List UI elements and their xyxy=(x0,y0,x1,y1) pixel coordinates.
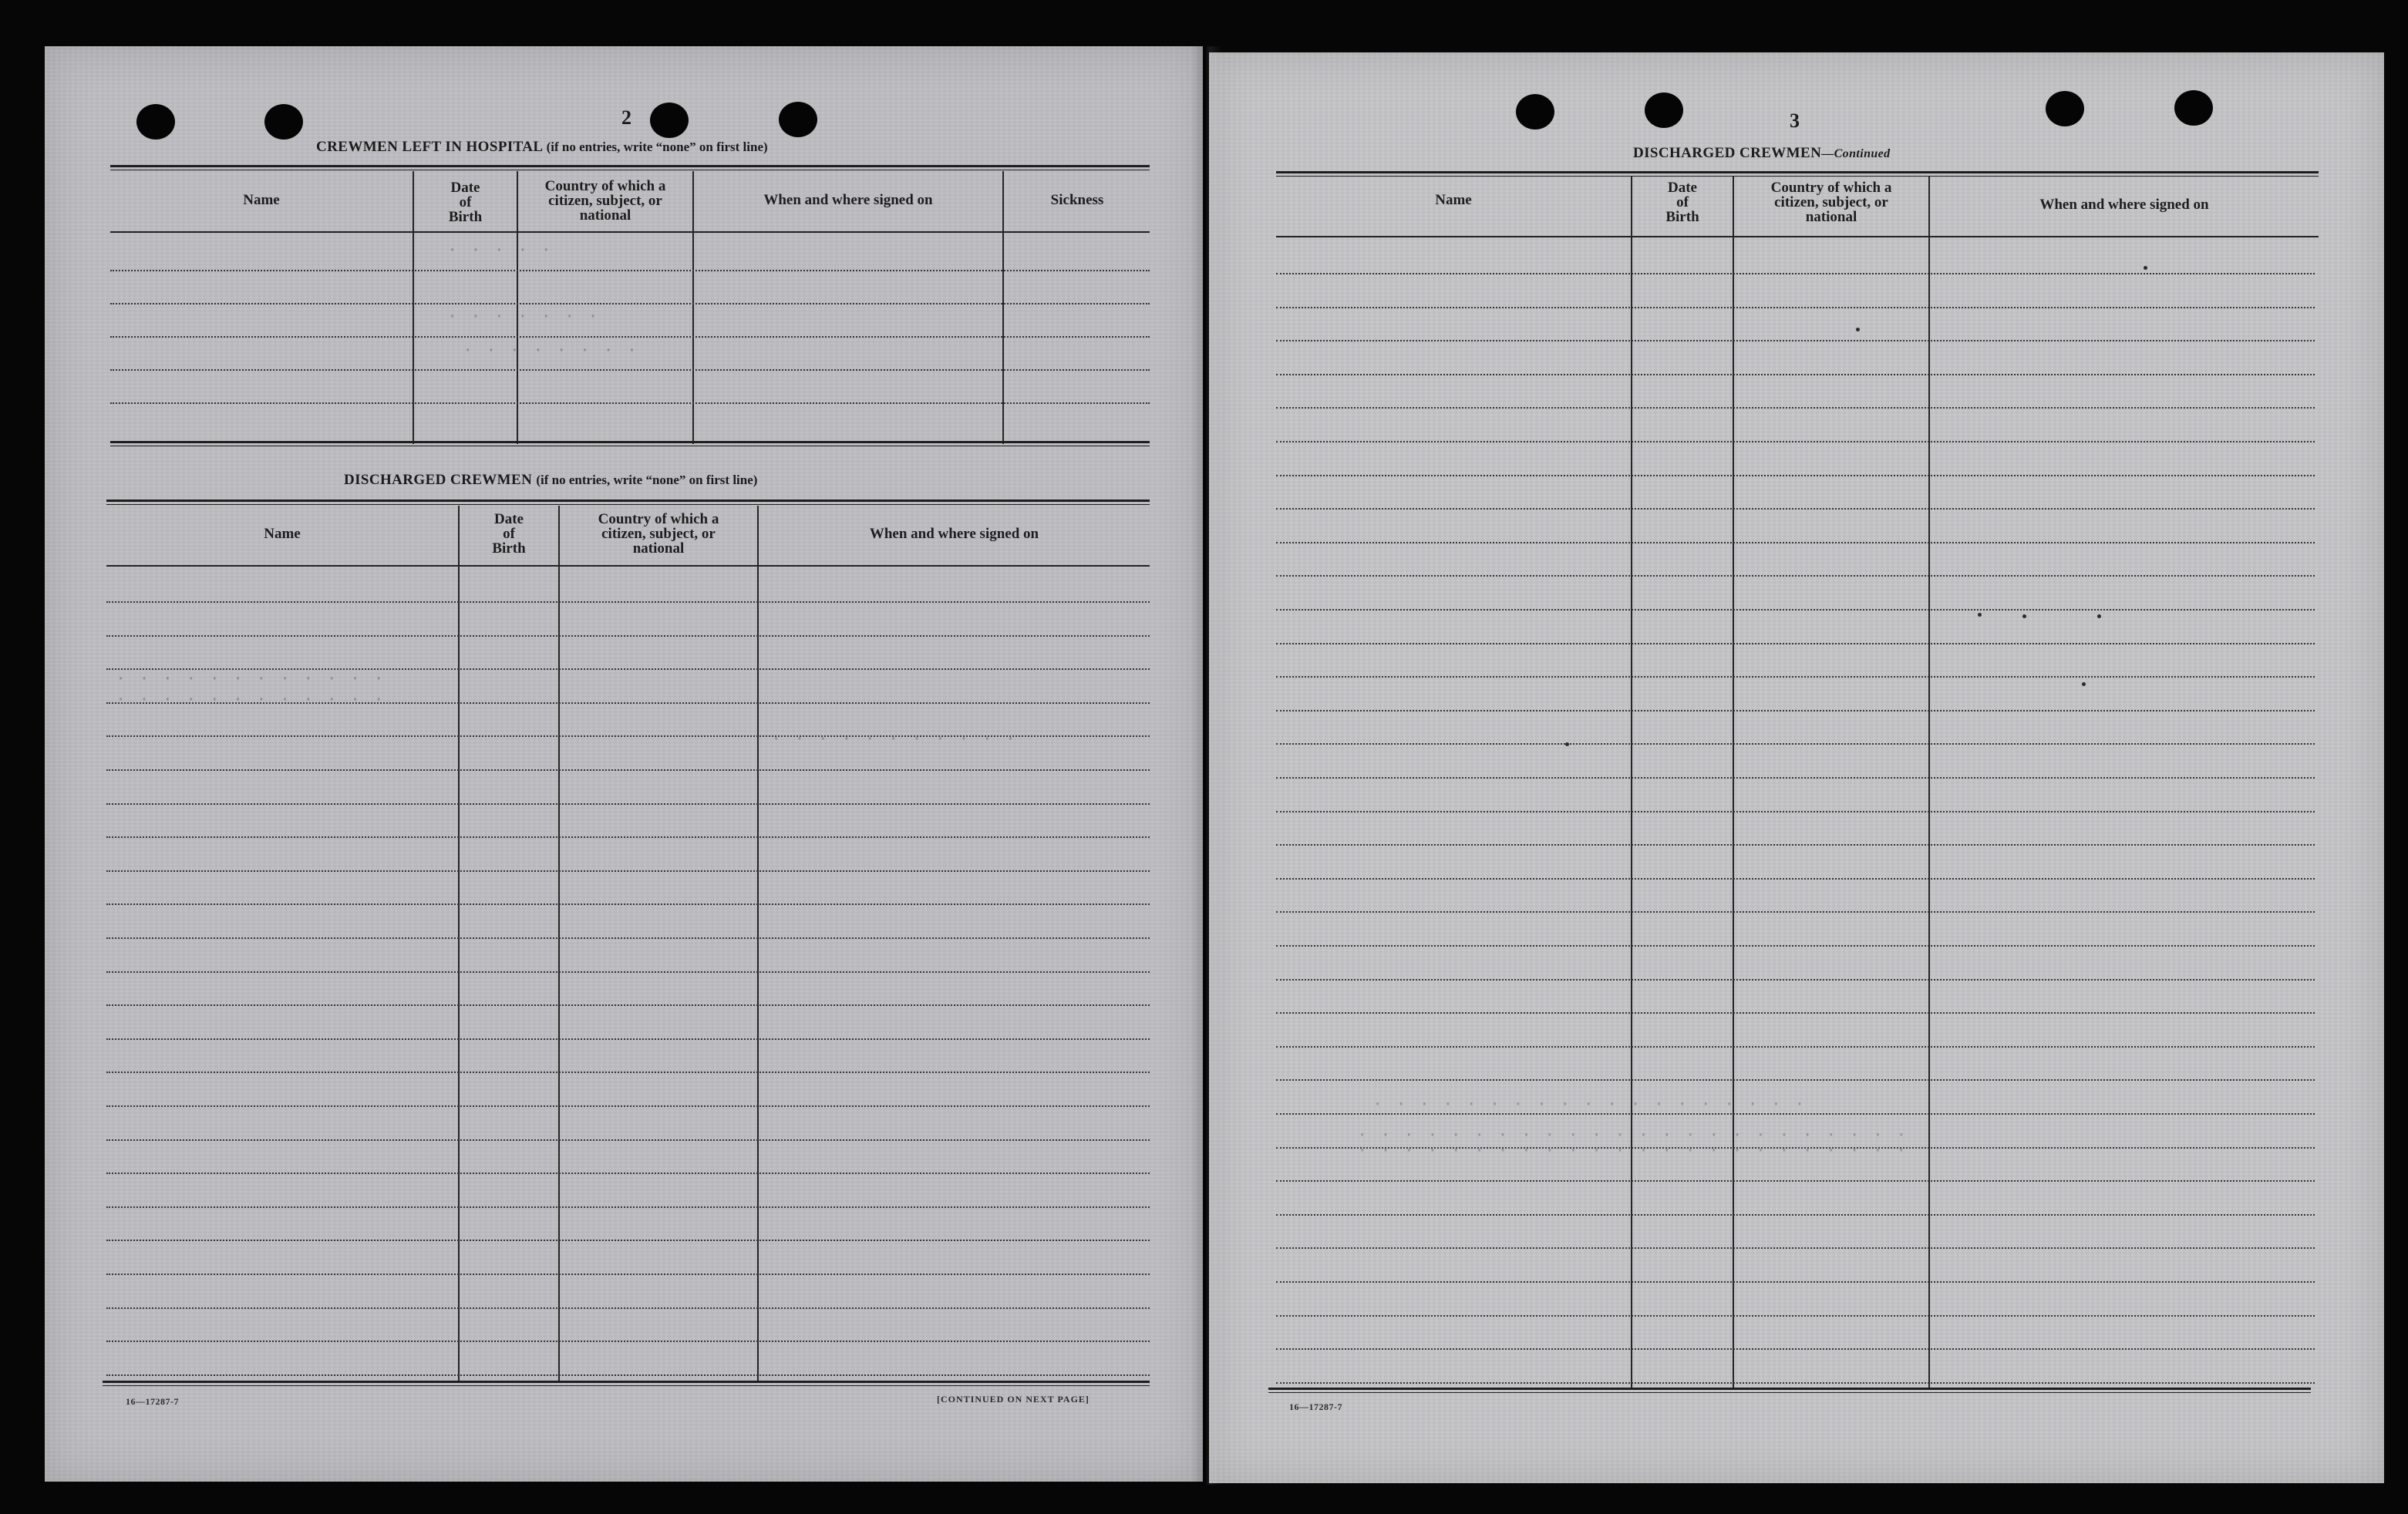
entry-line xyxy=(106,937,1150,939)
entry-line xyxy=(1276,575,2315,577)
entry-line xyxy=(1276,1382,2315,1384)
continued-divider xyxy=(1928,176,1930,1389)
entry-line xyxy=(1276,1046,2315,1048)
entry-line xyxy=(1276,340,2315,341)
punch-hole xyxy=(2046,91,2084,126)
entry-line xyxy=(1276,441,2315,442)
discharged-continued-title: DISCHARGED CREWMEN xyxy=(1633,145,1822,161)
entry-line xyxy=(106,1105,1150,1107)
entry-line xyxy=(106,1139,1150,1141)
entry-line xyxy=(106,1206,1150,1208)
entry-line xyxy=(1276,475,2315,476)
discharged-bottom-rule xyxy=(103,1381,1150,1386)
right-page xyxy=(1209,52,2384,1483)
hospital-entry-line xyxy=(110,270,1150,271)
discharged-heading-title: DISCHARGED CREWMEN xyxy=(344,472,533,488)
punch-hole xyxy=(1516,94,1554,130)
entry-line xyxy=(106,1173,1150,1174)
hospital-entry-line xyxy=(110,336,1150,338)
entry-line xyxy=(106,1004,1150,1006)
entry-line xyxy=(1276,811,2315,813)
form-code: 16—17287-7 xyxy=(126,1396,179,1407)
continued-col-signed-on: When and where signed on xyxy=(2039,197,2209,213)
punch-hole xyxy=(264,104,303,140)
entry-line xyxy=(1276,777,2315,779)
entry-line xyxy=(106,903,1150,905)
entry-line xyxy=(1276,508,2315,510)
entry-line xyxy=(106,803,1150,805)
continued-top-rule xyxy=(1276,171,2319,177)
punch-hole xyxy=(779,102,817,137)
discharged-section-heading xyxy=(344,472,757,489)
entry-line xyxy=(1276,407,2315,409)
hospital-heading-note: (if no entries, write “none” on first line) xyxy=(546,140,768,154)
continued-col-name: Name xyxy=(1435,192,1472,208)
discharged-continued-suffix: —Continued xyxy=(1821,147,1891,160)
entry-line xyxy=(106,870,1150,872)
discharged-divider xyxy=(558,506,560,1381)
entry-line xyxy=(1276,1214,2315,1216)
entry-line xyxy=(1276,1315,2315,1317)
left-page xyxy=(45,46,1203,1482)
punch-hole xyxy=(650,103,689,138)
discharged-continued-heading xyxy=(1633,145,1891,162)
entry-line xyxy=(1276,307,2315,308)
bleed-through-mark: · · · · · · · · · · · xyxy=(771,729,1018,749)
punch-hole xyxy=(1645,93,1683,128)
bleed-through-mark: · · · · · · · xyxy=(447,307,600,326)
hospital-col-country: Country of which a citizen, subject, or national xyxy=(544,178,666,224)
ink-speck xyxy=(2144,266,2147,270)
punch-hole xyxy=(2174,90,2213,126)
bleed-through-mark: · · · · · · · · · · · · xyxy=(116,669,386,688)
hospital-section-heading xyxy=(316,139,768,156)
entry-line xyxy=(106,971,1150,973)
entry-line xyxy=(106,1374,1150,1376)
entry-line xyxy=(106,635,1150,637)
hospital-col-signed-on: When and where signed on xyxy=(763,192,933,208)
entry-line xyxy=(1276,643,2315,644)
entry-line xyxy=(1276,1281,2315,1283)
continued-divider xyxy=(1733,176,1734,1389)
entry-line xyxy=(106,601,1150,603)
entry-line xyxy=(106,1273,1150,1275)
discharged-divider xyxy=(458,506,460,1381)
hospital-col-dob: Date of Birth xyxy=(448,180,483,225)
hospital-top-rule xyxy=(110,165,1150,170)
discharged-col-dob: Date of Birth xyxy=(492,511,526,557)
ink-speck xyxy=(1856,328,1860,331)
hospital-heading-title: CREWMEN LEFT IN HOSPITAL xyxy=(316,139,543,155)
hospital-entry-line xyxy=(110,303,1150,304)
continued-header-underline xyxy=(1276,236,2319,237)
entry-line xyxy=(1276,911,2315,913)
continued-bottom-rule xyxy=(1268,1388,2311,1393)
page-number: 3 xyxy=(1790,109,1800,132)
hospital-header-underline xyxy=(110,231,1150,233)
discharged-header-underline xyxy=(106,565,1150,567)
entry-line xyxy=(106,1341,1150,1342)
entry-line xyxy=(1276,878,2315,880)
entry-line xyxy=(1276,979,2315,981)
ink-speck xyxy=(2022,614,2026,618)
entry-line xyxy=(1276,1012,2315,1014)
bleed-through-mark: · · · · · · · · · · · · · · · · · · · · · · · · xyxy=(1357,1125,1908,1145)
page-number: 2 xyxy=(621,106,631,129)
ink-speck xyxy=(2097,614,2101,618)
entry-line xyxy=(1276,844,2315,846)
bleed-through-mark: · · · · · · · · · · · · · · · · · · · · · · · · xyxy=(1357,1141,1908,1160)
entry-line xyxy=(1276,1348,2315,1350)
bleed-through-mark: · · · · · · · · · · · · · · · · · · · xyxy=(1372,1095,1807,1114)
entry-line xyxy=(106,1240,1150,1241)
ink-speck xyxy=(1565,742,1569,746)
entry-line xyxy=(106,769,1150,771)
form-code: 16—17287-7 xyxy=(1289,1401,1342,1412)
entry-line xyxy=(106,1072,1150,1073)
discharged-top-rule xyxy=(106,500,1150,505)
hospital-col-name: Name xyxy=(243,192,280,208)
entry-line xyxy=(1276,1247,2315,1249)
entry-line xyxy=(1276,542,2315,543)
entry-line xyxy=(1276,945,2315,947)
bleed-through-mark: · · · · · · · · · · · · xyxy=(116,690,386,709)
entry-line xyxy=(1276,710,2315,712)
hospital-entry-line xyxy=(110,369,1150,371)
bleed-through-mark: · · · · · · · · xyxy=(463,341,639,360)
entry-line xyxy=(106,1038,1150,1040)
discharged-heading-note: (if no entries, write “none” on first line) xyxy=(536,473,758,487)
ink-speck xyxy=(2082,682,2086,686)
entry-line xyxy=(1276,273,2315,274)
hospital-bottom-rule xyxy=(110,441,1150,446)
discharged-divider xyxy=(757,506,759,1381)
entry-line xyxy=(1276,1180,2315,1182)
bleed-through-mark: · · · · · xyxy=(447,241,553,260)
discharged-col-name: Name xyxy=(264,526,301,542)
entry-line xyxy=(1276,374,2315,375)
entry-line xyxy=(1276,743,2315,745)
entry-line xyxy=(106,1307,1150,1309)
continued-divider xyxy=(1631,176,1632,1389)
hospital-entry-line xyxy=(110,402,1150,404)
hospital-col-sickness: Sickness xyxy=(1050,192,1104,208)
entry-line xyxy=(106,836,1150,838)
page-fold-shadow xyxy=(1191,46,1222,1485)
entry-line xyxy=(1276,676,2315,678)
continued-note: [CONTINUED ON NEXT PAGE] xyxy=(937,1394,1089,1405)
discharged-col-signed-on: When and where signed on xyxy=(869,526,1039,542)
entry-line xyxy=(1276,1079,2315,1081)
ink-speck xyxy=(1978,613,1982,617)
punch-hole xyxy=(136,104,175,140)
entry-line xyxy=(1276,609,2315,611)
continued-col-dob: Date of Birth xyxy=(1665,180,1699,225)
discharged-col-country: Country of which a citizen, subject, or national xyxy=(598,511,719,557)
continued-col-country: Country of which a citizen, subject, or national xyxy=(1770,180,1892,225)
